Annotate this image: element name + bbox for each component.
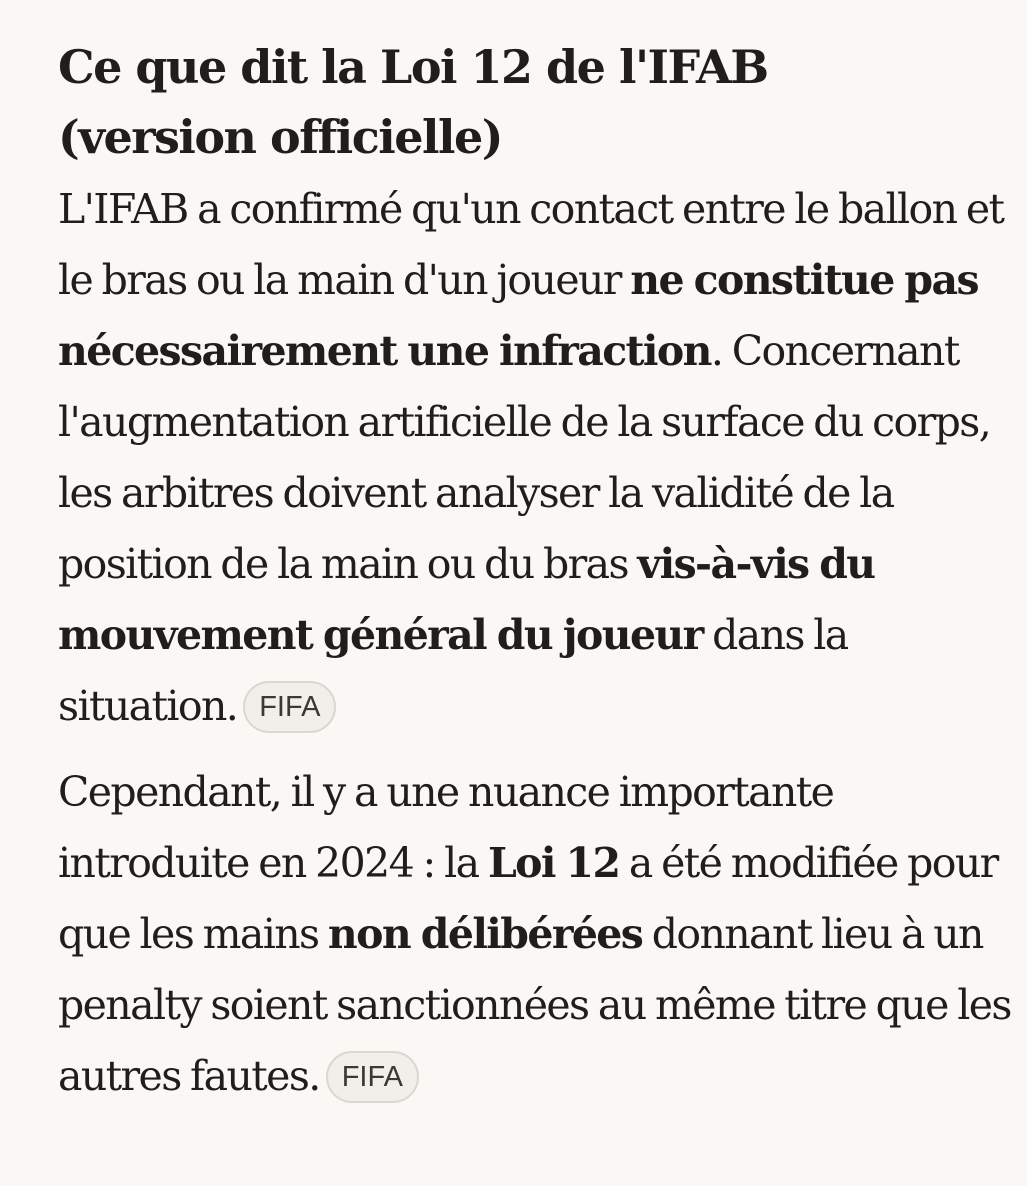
citation-chip-fifa[interactable]: FIFA — [243, 681, 336, 733]
paragraph-1-text-2: . Concernant l'augmentation artificielle de la surface du corps, les arbitres doivent analyser la validité de la position de la main ou du bras — [58, 327, 991, 588]
paragraph-2-text-3: donnant lieu à un penalty soient sanctionnées au même titre que les autres fautes. — [58, 910, 1011, 1100]
citation-chip-fifa[interactable]: FIFA — [326, 1051, 419, 1103]
paragraph-1 — [58, 174, 1022, 742]
section-heading-line-2: (version officielle) — [58, 110, 502, 164]
paragraph-2-bold-1: Loi 12 — [487, 839, 620, 887]
paragraph-2-text-2: a été modifiée pour que les mains — [58, 839, 998, 958]
paragraph-1-bold-2: vis-à-vis du mouvement général du joueur — [58, 540, 875, 659]
article-section — [58, 32, 1022, 1112]
paragraph-2 — [58, 757, 1022, 1112]
section-heading-line-1: Ce que dit la Loi 12 de l'IFAB — [58, 40, 768, 94]
paragraph-1-text-1: L'IFAB a confirmé qu'un contact entre le ballon et le bras ou la main d'un joueur — [58, 185, 1004, 304]
paragraph-2-text-1: Cependant, il y a une nuance importante introduite en 2024 : la — [58, 768, 834, 887]
section-heading — [58, 32, 1022, 172]
paragraph-1-text-3: dans la situation. — [58, 611, 848, 730]
paragraph-2-bold-2: non délibérées — [327, 910, 643, 958]
paragraph-1-bold-1: ne constitue pas nécessairement une infraction — [58, 256, 978, 375]
